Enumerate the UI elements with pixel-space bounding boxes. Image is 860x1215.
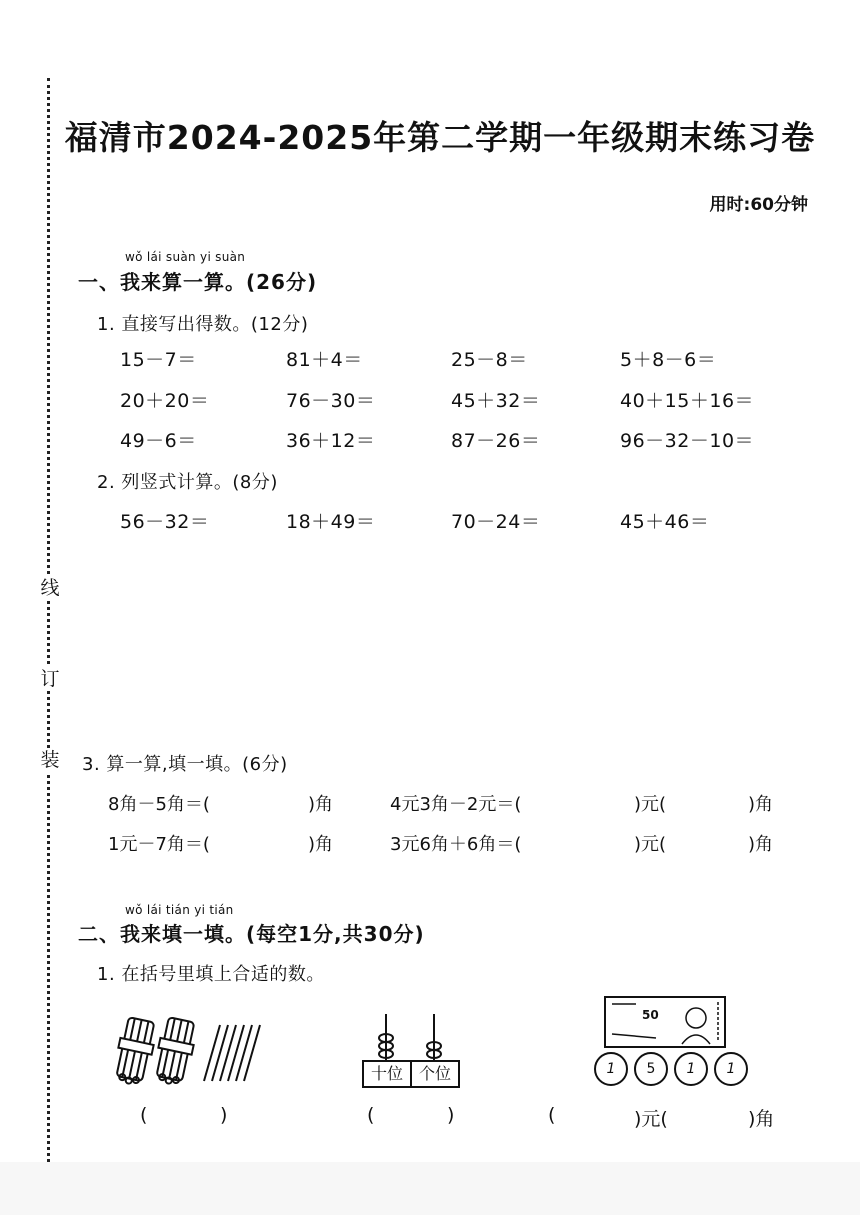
page-bottom-margin — [0, 1162, 860, 1215]
stick-bundles-image — [112, 1015, 282, 1087]
coin: 5 — [634, 1052, 668, 1086]
q1-heading: 1. 直接写出得数。(12分) — [97, 314, 309, 335]
q3-heading: 3. 算一算,填一填。(6分) — [82, 754, 288, 775]
money-fill-right-yuan: )元( — [634, 834, 667, 855]
money-fill-left-unit: )角 — [308, 794, 334, 815]
money-image — [586, 994, 746, 1090]
calc-item: 96－32－10＝ — [620, 430, 755, 452]
stick-bundle — [151, 1016, 198, 1087]
calc-item: 5＋8－6＝ — [620, 349, 717, 371]
calc-item: 36＋12＝ — [286, 430, 376, 452]
abacus-image — [360, 1012, 460, 1088]
binding-margin-line — [47, 78, 50, 1180]
abacus-label-box — [362, 1060, 460, 1088]
binding-char-xian: 线 — [38, 576, 62, 600]
coin: 1 — [674, 1052, 708, 1086]
ones-place-label: 个位 — [418, 1064, 451, 1083]
answer-paren-jiao: )角 — [748, 1108, 775, 1130]
calc-item: 87－26＝ — [451, 430, 541, 452]
calc-item: 45＋32＝ — [451, 390, 541, 412]
calc-item: 25－8＝ — [451, 349, 528, 371]
section1-heading: 一、我来算一算。(26分) — [78, 270, 318, 294]
banknote — [604, 996, 726, 1048]
section2-heading: 二、我来填一填。(每空1分,共30分) — [78, 922, 425, 946]
answer-paren-open: ( — [367, 1104, 375, 1126]
coin-row — [594, 1052, 748, 1086]
banknote-portrait-icon — [606, 998, 724, 1046]
section2-pinyin: wǒ lái tián yi tián — [125, 903, 234, 917]
calc-item: 20＋20＝ — [120, 390, 210, 412]
stick-bundle — [112, 1016, 158, 1087]
vertical-calc-item: 70－24＝ — [451, 511, 541, 533]
single-sticks — [204, 1025, 260, 1081]
vertical-calc-item: 45＋46＝ — [620, 511, 710, 533]
calc-item: 81＋4＝ — [286, 349, 363, 371]
exam-title: 福清市2024-2025年第二学期一年级期末练习卷 — [64, 118, 816, 157]
answer-paren-open: ( — [548, 1104, 556, 1126]
binding-char-zhuang: 装 — [38, 748, 62, 772]
money-fill-left: 8角－5角＝( — [108, 794, 210, 815]
answer-paren-close: ) — [447, 1104, 455, 1126]
vertical-calc-item: 56－32＝ — [120, 511, 210, 533]
answer-paren-yuan: )元( — [634, 1108, 668, 1130]
answer-paren-close: ) — [220, 1104, 228, 1126]
section1-pinyin: wǒ lái suàn yi suàn — [125, 250, 246, 264]
binding-char-ding: 订 — [38, 667, 62, 691]
money-fill-right: 3元6角＋6角＝( — [390, 834, 522, 855]
vertical-calc-item: 18＋49＝ — [286, 511, 376, 533]
money-fill-right-jiao: )角 — [748, 794, 774, 815]
coin: 1 — [714, 1052, 748, 1086]
banknote-value: 50 — [642, 1008, 659, 1022]
calc-item: 49－6＝ — [120, 430, 197, 452]
calc-item: 40＋15＋16＝ — [620, 390, 755, 412]
coin: 1 — [594, 1052, 628, 1086]
calc-item: 15－7＝ — [120, 349, 197, 371]
money-fill-right-jiao: )角 — [748, 834, 774, 855]
answer-paren-open: ( — [140, 1104, 148, 1126]
s2-q1-heading: 1. 在括号里填上合适的数。 — [97, 964, 325, 985]
money-fill-left-unit: )角 — [308, 834, 334, 855]
time-limit: 用时:60分钟 — [709, 195, 808, 215]
money-fill-left: 1元－7角＝( — [108, 834, 210, 855]
money-fill-right: 4元3角－2元＝( — [390, 794, 522, 815]
q2-heading: 2. 列竖式计算。(8分) — [97, 472, 278, 493]
tens-place-label: 十位 — [364, 1062, 412, 1086]
money-fill-right-yuan: )元( — [634, 794, 667, 815]
calc-item: 76－30＝ — [286, 390, 376, 412]
